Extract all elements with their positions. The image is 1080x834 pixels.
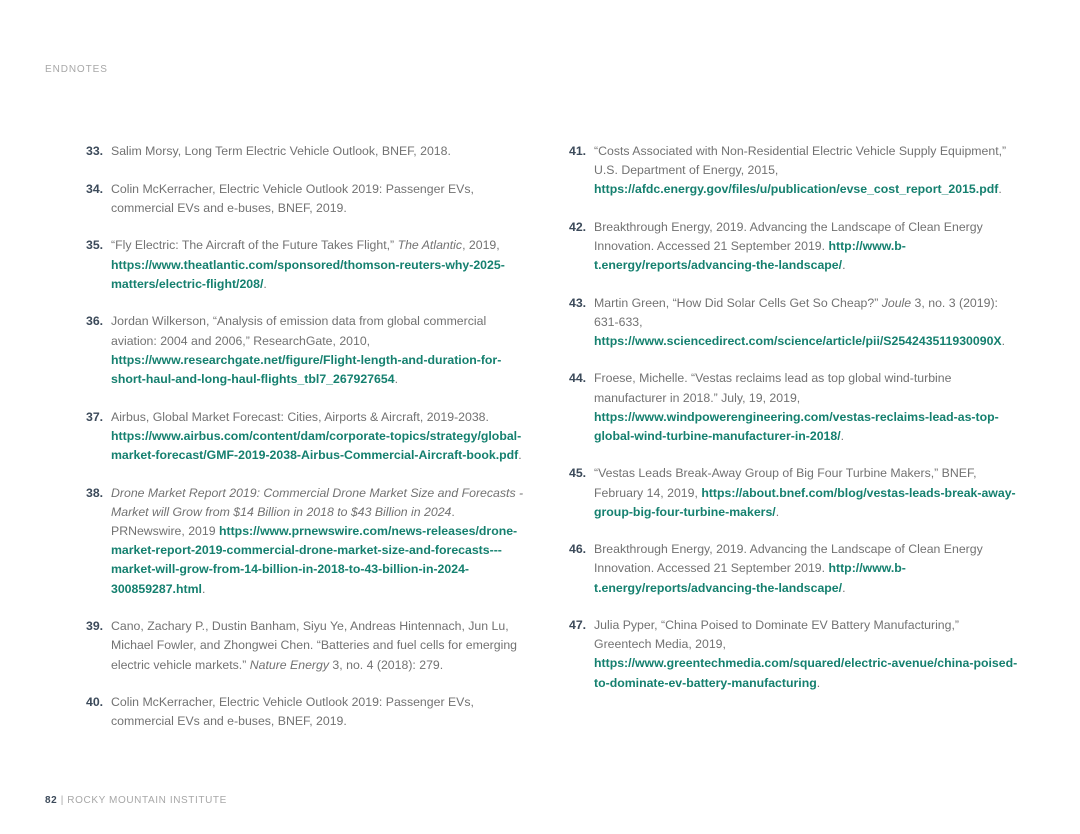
endnote-text: “Fly Electric: The Aircraft of the Future Takes Flight,” (111, 238, 398, 253)
endnote-link[interactable]: https://www.sciencedirect.com/science/article/pii/S254243511930090X (594, 334, 1002, 348)
endnote-text: . (263, 276, 267, 291)
endnote (569, 540, 1019, 598)
page-footer (45, 795, 227, 806)
endnote (569, 142, 1019, 200)
endnote-number: 42. (569, 219, 587, 234)
page-number: 82 (45, 795, 58, 806)
endnote-text: Martin Green, “How Did Solar Cells Get So Cheap?” (594, 295, 882, 310)
endnote-text: Breakthrough Energy, 2019. Advancing the Landscape of Clean Energy Innovation. Accessed 21 September 2019. (594, 219, 983, 253)
endnote-number: 45. (569, 466, 587, 481)
endnote-number: 38. (86, 485, 104, 500)
endnote (86, 312, 526, 389)
endnote-link[interactable]: https://about.bnef.com/blog/vestas-leads-break-away-group-big-four-turbine-makers/ (594, 485, 1016, 519)
endnote-text: Julia Pyper, “China Poised to Dominate EV Battery Manufacturing,” Greentech Media, 2019, (594, 617, 959, 652)
endnote (86, 484, 526, 599)
endnote (86, 693, 526, 731)
endnote-text: , 2019, (462, 238, 500, 253)
footer-separator: | (57, 795, 68, 806)
endnote-number: 39. (86, 619, 104, 634)
endnote-text: “Vestas Leads Break-Away Group of Big Four Turbine Makers,” BNEF, February 14, 2019, (594, 466, 977, 500)
endnote-text: “Costs Associated with Non-Residential Electric Vehicle Supply Equipment,” U.S. Department of Energy, 2015, (594, 144, 1007, 178)
endnote-text: . (394, 372, 398, 386)
endnote-text: Colin McKerracher, Electric Vehicle Outlook 2019: Passenger EVs, commercial EVs and e-buses, BNEF, 2019. (111, 695, 474, 729)
endnote-text: 3, no. 3 (2019): 631-633, (594, 295, 998, 329)
endnote (569, 369, 1019, 446)
endnote-text: Cano, Zachary P., Dustin Banham, Siyu Ye, Andreas Hintennach, Jun Lu, Michael Fowler, and Zhongwei Chen. “Batteries and fuel cells for emerging electric vehicle markets.” (111, 619, 518, 672)
endnote-number: 46. (569, 542, 587, 557)
endnote-title-italic: The Atlantic (397, 238, 463, 253)
endnote-title-italic: Nature Energy (249, 657, 330, 672)
endnote-link[interactable]: https://www.researchgate.net/figure/Flight-length-and-duration-for-short-haul-and-long-haul-flights_tbl7_267927654 (111, 352, 502, 386)
endnote-number: 33. (86, 144, 104, 158)
endnote-link[interactable]: https://afdc.energy.gov/files/u/publication/evse_cost_report_2015.pdf (594, 182, 999, 197)
endnote (86, 617, 526, 675)
endnote-text: . (842, 580, 846, 595)
endnotes-right-column (569, 142, 1019, 711)
endnote-link[interactable]: https://www.theatlantic.com/sponsored/thomson-reuters-why-2025-matters/electric-flight/208/ (111, 257, 505, 291)
endnote (86, 236, 526, 294)
endnote (569, 464, 1019, 522)
endnote-text: Jordan Wilkerson, “Analysis of emission data from global commercial aviation: 2004 and 2006,” ResearchGate, 2010, (111, 314, 487, 348)
endnote-link[interactable]: https://www.greentechmedia.com/squared/electric-avenue/china-poised-to-dominate-ev-battery-manufacturing (594, 656, 1018, 690)
endnote-number: 36. (86, 314, 104, 329)
endnote (569, 616, 1019, 693)
endnote (569, 218, 1019, 276)
endnote (86, 408, 526, 466)
endnote-text: . (201, 581, 206, 596)
endnote (86, 142, 526, 161)
endnote-link[interactable]: https://www.prnewswire.com/news-releases/drone-market-report-2019-commercial-drone-market-size-and-forecasts---market-will-grow-from-14-billion-in-2018-to-43-billion-in-2024-300859287.html (111, 524, 518, 596)
endnote-number: 41. (569, 144, 587, 158)
endnote-link[interactable]: https://www.windpowerengineering.com/vestas-reclaims-lead-as-top-global-wind-turbine-manufacturer-in-2018/ (594, 409, 999, 443)
endnote-number: 35. (86, 238, 104, 253)
endnote (86, 180, 526, 218)
endnote-title-italic: Joule (881, 295, 912, 310)
endnote-title-italic: Drone Market Report 2019: Commercial Drone Market Size and Forecasts - Market will Grow from $14 Billion in 2018 to $43 Billion in 2024 (111, 485, 524, 519)
endnote-text: Froese, Michelle. “Vestas reclaims lead as top global wind-turbine manufacturer in 2018.” July, 19, 2019, (594, 371, 952, 405)
endnote-text: . (998, 182, 1002, 197)
endnote-text: . (816, 675, 821, 690)
endnotes-left-column (86, 142, 526, 750)
endnote-text: . (775, 504, 780, 519)
endnote-number: 34. (86, 181, 104, 196)
endnote-text: . (1001, 334, 1006, 348)
endnote-link[interactable]: http://www.b-t.energy/reports/advancing-the-landscape/ (594, 561, 906, 595)
endnote-text: . (518, 448, 522, 462)
endnote-text: Salim Morsy, Long Term Electric Vehicle Outlook, BNEF, 2018. (111, 144, 451, 158)
section-header: ENDNOTES (45, 64, 108, 75)
endnote-number: 47. (569, 617, 587, 632)
endnote-number: 43. (569, 295, 587, 310)
endnote-text: . (842, 258, 846, 273)
endnote-number: 44. (569, 371, 587, 386)
footer-org-name: ROCKY MOUNTAIN INSTITUTE (67, 795, 227, 806)
endnote-number: 40. (86, 695, 104, 710)
endnote-text: . PRNewswire, 2019 (111, 504, 455, 538)
endnote-text: 3, no. 4 (2018): 279. (329, 657, 444, 672)
endnote-number: 37. (86, 409, 104, 424)
endnote-text: . (840, 429, 845, 443)
endnote-text: Breakthrough Energy, 2019. Advancing the Landscape of Clean Energy Innovation. Accessed 21 September 2019. (594, 542, 983, 576)
endnote-link[interactable]: http://www.b-t.energy/reports/advancing-the-landscape/ (594, 239, 906, 273)
endnote-link[interactable]: https://www.airbus.com/content/dam/corporate-topics/strategy/global-market-forecast/GMF-2019-2038-Airbus-Commercial-Aircraft-book.pdf (111, 428, 522, 462)
endnote-text: Colin McKerracher, Electric Vehicle Outlook 2019: Passenger EVs, commercial EVs and e-buses, BNEF, 2019. (111, 181, 474, 215)
endnote (569, 294, 1019, 352)
endnote-text: Airbus, Global Market Forecast: Cities, Airports & Aircraft, 2019-2038. (111, 409, 489, 424)
